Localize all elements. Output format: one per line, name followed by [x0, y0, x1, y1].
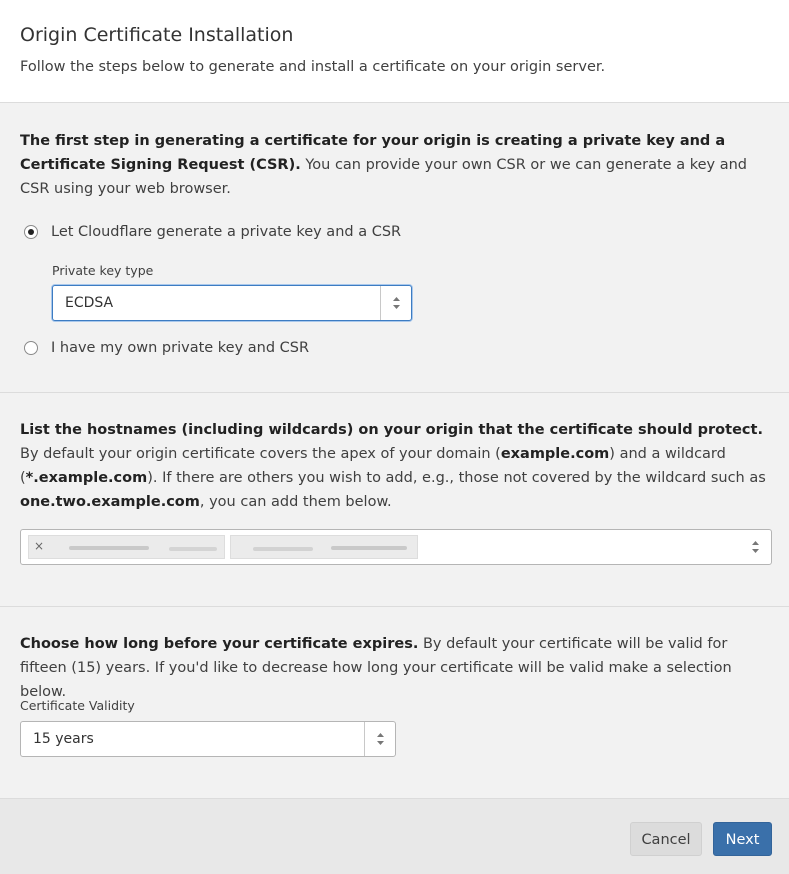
- sort-arrows-icon[interactable]: [364, 722, 395, 756]
- private-key-intro: [20, 129, 772, 201]
- wildcard-example: *.example.com: [25, 470, 148, 486]
- hostnames-intro: [20, 418, 772, 514]
- hostnames-intro-text-4: , you can add them below.: [199, 494, 392, 510]
- private-key-intro-text: You can provide your own CSR or we can generate a key and CSR using your web browser.: [20, 157, 747, 197]
- redacted-hostname: [69, 546, 149, 550]
- remove-tag-icon[interactable]: ×: [34, 539, 45, 553]
- redacted-hostname: [253, 547, 313, 551]
- hostnames-section: [0, 392, 789, 606]
- radio-checked-icon[interactable]: [24, 225, 38, 239]
- hostnames-intro-bold: List the hostnames (including wildcards) on your origin that the certificate should protect.: [20, 422, 763, 438]
- validity-intro-text: By default your certificate will be valid for fifteen (15) years. If you'd like to decrease how long your certificate will be valid make a selection below.: [20, 636, 732, 700]
- private-key-type-select[interactable]: [52, 285, 412, 321]
- page-title: Origin Certificate Installation: [20, 24, 294, 46]
- sort-arrows-icon[interactable]: [740, 530, 771, 564]
- option-own-row[interactable]: [24, 337, 309, 359]
- cancel-button[interactable]: Cancel: [630, 822, 702, 856]
- certificate-validity-label: Certificate Validity: [20, 698, 135, 713]
- other-example: one.two.example.com: [20, 494, 200, 510]
- option-generate-label[interactable]: Let Cloudflare generate a private key and a CSR: [51, 224, 402, 240]
- hostname-tag[interactable]: [28, 535, 225, 559]
- radio-unchecked-icon[interactable]: [24, 341, 38, 355]
- validity-intro-bold: Choose how long before your certificate expires.: [20, 636, 419, 652]
- hostnames-input[interactable]: [20, 529, 772, 565]
- apex-example: example.com: [500, 446, 610, 462]
- option-generate-row[interactable]: [24, 221, 401, 243]
- hostname-tag[interactable]: [230, 535, 418, 559]
- hostnames-intro-text-1: By default your origin certificate covers the apex of your domain (: [20, 446, 501, 462]
- validity-section: [0, 606, 789, 798]
- redacted-hostname: [169, 547, 217, 551]
- private-key-type-value: ECDSA: [65, 295, 114, 311]
- private-key-section: [0, 102, 789, 392]
- certificate-validity-select[interactable]: [20, 721, 396, 757]
- page-subtitle: Follow the steps below to generate and install a certificate on your origin server.: [20, 59, 606, 75]
- private-key-type-label: Private key type: [52, 263, 154, 278]
- hostnames-intro-text-2: ) and a wildcard (: [20, 446, 726, 486]
- validity-intro: [20, 632, 772, 704]
- sort-arrows-icon[interactable]: [380, 286, 411, 320]
- next-button[interactable]: Next: [713, 822, 772, 856]
- certificate-validity-value: 15 years: [33, 731, 94, 747]
- option-own-label[interactable]: I have my own private key and CSR: [51, 340, 310, 356]
- redacted-hostname: [331, 546, 407, 550]
- hostnames-intro-text-3: ). If there are others you wish to add, e.g., those not covered by the wildcard such as: [147, 470, 766, 486]
- modal-header: [0, 0, 789, 102]
- private-key-intro-bold: The first step in generating a certificate for your origin is creating a private key and a Certificate Signing Request (CSR).: [20, 133, 726, 173]
